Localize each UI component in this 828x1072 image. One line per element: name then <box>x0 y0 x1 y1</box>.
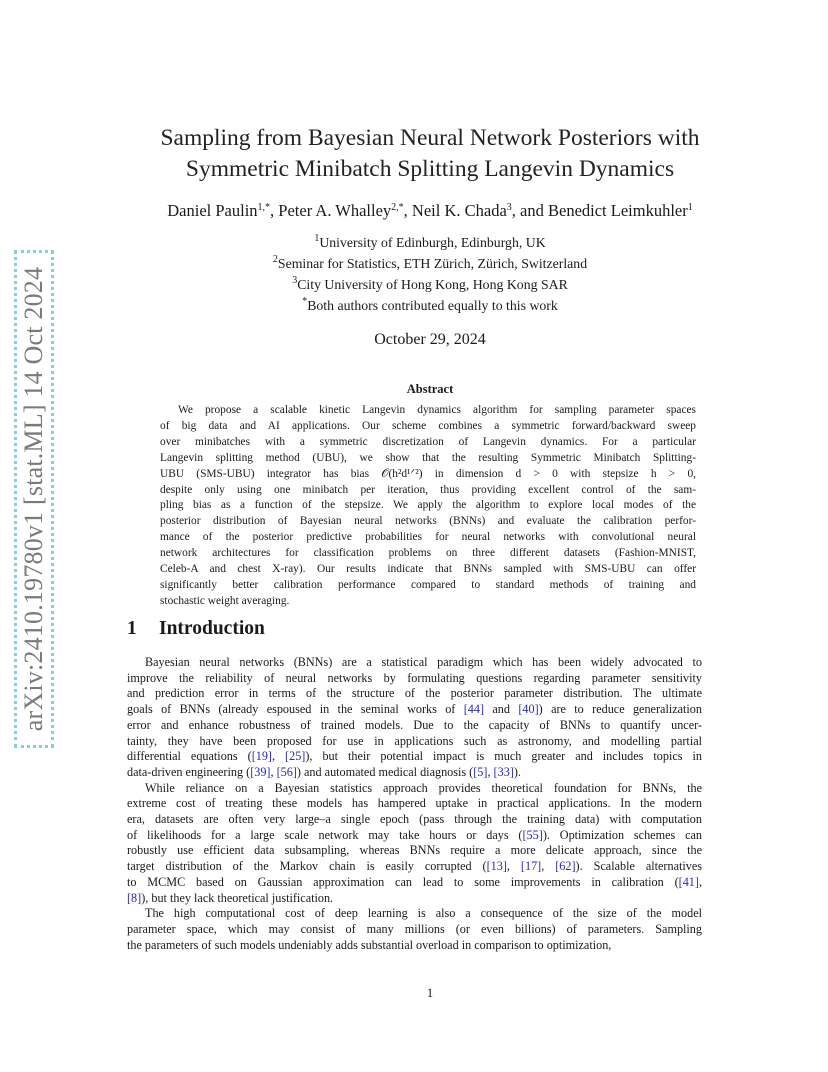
body-text-run: While reliance on a Bayesian statistics approach provides theoretical foundation for BNNs, the <box>145 780 702 795</box>
affiliation-mark: 1 <box>314 233 320 244</box>
body-text-run: improve the reliability of neural networks by formulating questions regarding parameter sensitivity <box>127 670 702 685</box>
citation-link[interactable]: [5] <box>473 764 488 779</box>
citation-link[interactable]: [33] <box>493 764 514 779</box>
affiliation-mark: 2 <box>272 254 278 265</box>
author-name: Benedict Leimkuhler <box>547 201 688 220</box>
body-text-run: ), but their potential impact is much greater and includes topics in <box>305 749 703 764</box>
citation-link[interactable]: [55] <box>522 827 543 842</box>
body-text-run: goals of BNNs (already espoused in the seminal works of <box>127 702 464 717</box>
body-text-run: tainty, they have been proposed for use in applications such as astronomy, and modelling partial <box>127 733 702 748</box>
author-affiliation-mark: 2,* <box>391 202 404 213</box>
paragraph-line <box>127 938 702 954</box>
paragraph-line <box>127 812 702 828</box>
body-text-run: the parameters of such models undeniably adds substantial overload in comparison to optimization, <box>127 937 612 952</box>
affiliation-text: City University of Hong Kong, Hong Kong SAR <box>297 277 568 292</box>
author-separator: , <box>270 201 279 220</box>
paragraph-line <box>127 796 702 812</box>
citation-link[interactable]: [40] <box>518 702 539 717</box>
body-text-run: ). <box>513 764 521 779</box>
paragraph-line <box>127 843 702 859</box>
paragraph-line <box>127 828 702 844</box>
abstract-line: significantly better calibration performance compared to standard methods of training and <box>160 578 696 591</box>
citation-link[interactable]: [39] <box>250 764 271 779</box>
abstract-line: mance of the posterior predictive probabilities for neural networks with convolutional neural <box>160 531 696 544</box>
author-affiliation-mark: 3 <box>506 202 512 213</box>
abstract-line: posterior distribution of Bayesian neural networks (BNNs) and evaluate the calibration perfor- <box>160 515 696 528</box>
body-text-run: , <box>506 859 521 874</box>
section-title: Introduction <box>159 618 265 639</box>
affiliation-text: Both authors contributed equally to this work <box>307 298 558 313</box>
citation-link[interactable]: [17] <box>520 859 542 874</box>
paragraph-line <box>127 734 702 750</box>
body-text-run: era, datasets are often very large–a single epoch (pass through the training data) with computation <box>127 812 702 827</box>
citation-link[interactable]: [41] <box>678 874 699 889</box>
body-text-run: The high computational cost of deep learning is also a consequence of the size of the model <box>145 906 702 921</box>
abstract-line: Langevin splitting method (UBU), we show that the resulting Symmetric Minibatch Splitting- <box>160 451 696 464</box>
author-affiliation-mark: 1,* <box>257 202 271 213</box>
paragraph-line <box>127 875 702 891</box>
abstract-line: of big data and AI applications. Our scheme combines a symmetric forward/backward sweep <box>160 419 696 432</box>
affiliation-line <box>100 232 760 253</box>
body-text-run: , <box>487 764 494 779</box>
title-line-2: Symmetric Minibatch Splitting Langevin Dynamics <box>185 156 675 182</box>
citation-link[interactable]: [13] <box>486 859 507 874</box>
arxiv-identifier-text: arXiv:2410.19780v1 [stat.ML] 14 Oct 2024 <box>19 266 49 732</box>
author-separator: , and <box>511 201 548 220</box>
body-text-run: , <box>272 749 286 764</box>
body-text-run: parameter space, which may consist of many millions (or even billions) of parameters. Sampling <box>127 921 702 936</box>
paragraph-line <box>127 781 702 797</box>
paragraph-line <box>127 671 702 687</box>
paragraph-line <box>127 859 702 875</box>
page-number: 1 <box>426 986 434 1000</box>
section-heading <box>127 618 265 640</box>
body-text-run: data-driven engineering ( <box>127 764 251 779</box>
body-text-run: to MCMC based on Gaussian approximation can lead to some improvements in calibration ( <box>127 874 679 889</box>
abstract-line: Celeb-A and chest X-ray). Our results indicate that BNNs sampled with SMS-UBU can offer <box>160 563 696 576</box>
body-text-run: ) are to reduce generalization <box>538 702 702 717</box>
publication-date: October 29, 2024 <box>374 331 486 348</box>
affiliation-text: University of Edinburgh, Edinburgh, UK <box>319 235 546 250</box>
paragraph-line <box>127 686 702 702</box>
body-text-run: robustly use efficient data subsampling, whereas BNNs require a more delicate approach, since the <box>127 843 702 858</box>
affiliation-mark: 3 <box>292 275 298 286</box>
title-line-1: Sampling from Bayesian Neural Network Posteriors with <box>160 125 700 151</box>
paper-title <box>100 123 760 185</box>
body-text-run: ), but they lack theoretical justification. <box>141 890 334 905</box>
affiliation-line <box>100 295 760 316</box>
affiliation-list <box>100 232 760 316</box>
body-text-run: ). Optimization schemes can <box>542 827 702 842</box>
citation-link[interactable]: [44] <box>463 702 485 717</box>
body-text-run: error and enhance robustness of trained models. Due to the capacity of BNNs to quantify uncer- <box>127 717 702 732</box>
paragraph-line <box>127 906 702 922</box>
paragraph-line <box>127 718 702 734</box>
citation-link[interactable]: [19] <box>251 749 272 764</box>
author-list <box>100 201 760 221</box>
introduction-body <box>127 655 702 953</box>
citation-link[interactable]: [56] <box>276 764 297 779</box>
author-name: Peter A. Whalley <box>278 201 392 220</box>
affiliation-mark: * <box>302 296 308 307</box>
abstract-body <box>160 403 696 610</box>
abstract-line: network architectures for classification problems on three different datasets (Fashion-MNIST, <box>160 547 696 560</box>
body-text-run: , <box>698 874 702 889</box>
body-text-run: ) and automated medical diagnosis ( <box>296 764 474 779</box>
abstract-line: stochastic weight averaging. <box>160 594 290 607</box>
abstract-line: UBU (SMS-UBU) integrator has bias 𝒪(h²d¹ᐟ²) in dimension d > 0 with stepsize h > 0, <box>160 467 696 480</box>
arxiv-identifier-stamp <box>14 250 54 748</box>
body-text-run: and <box>484 702 519 717</box>
citation-link[interactable]: [62] <box>555 859 576 874</box>
author-name: Daniel Paulin <box>167 201 258 220</box>
author-name: Neil K. Chada <box>411 201 507 220</box>
body-text-run: target distribution of the Markov chain is easily corrupted ( <box>127 859 487 874</box>
body-text-run: differential equations ( <box>127 749 252 764</box>
body-text-run: , <box>270 764 277 779</box>
paragraph-line <box>127 702 702 718</box>
abstract-line: over minibatches with a symmetric discretization of Langevin dynamics. For a particular <box>160 435 696 448</box>
body-text-run: and prediction error in terms of the structure of the posterior parameter distribution. The ultimate <box>127 686 702 701</box>
abstract-line: despite only using one minibatch per iteration, thus providing excellent control of the sam- <box>160 483 696 496</box>
paragraph-line <box>127 749 702 765</box>
paragraph-line <box>127 765 702 781</box>
body-text-run: ). Scalable alternatives <box>575 859 703 874</box>
body-text-run: extreme cost of treating these models has hampered uptake in practical applications. In the modern <box>127 796 702 811</box>
abstract-line: We propose a scalable kinetic Langevin dynamics algorithm for sampling parameter spaces <box>178 404 696 416</box>
abstract-line: pling bias as a function of the stepsize. We apply the algorithm to explore local modes of the <box>160 499 696 512</box>
body-text-run: of likelihoods for a large scale network may take hours or days ( <box>127 827 523 842</box>
paragraph-line <box>127 922 702 938</box>
author-separator: , <box>403 201 412 220</box>
citation-link[interactable]: [25] <box>285 749 306 764</box>
paragraph-line <box>127 891 702 907</box>
affiliation-line <box>100 274 760 295</box>
author-affiliation-mark: 1 <box>687 202 693 213</box>
section-number: 1 <box>127 618 137 639</box>
affiliation-text: Seminar for Statistics, ETH Zürich, Zürich, Switzerland <box>277 256 588 271</box>
body-text-run: Bayesian neural networks (BNNs) are a statistical paradigm which has been widely advocated to <box>145 655 702 669</box>
citation-link[interactable]: [8] <box>127 890 142 905</box>
paragraph-line <box>127 655 702 671</box>
abstract-heading: Abstract <box>406 382 454 396</box>
affiliation-line <box>100 253 760 274</box>
body-text-run: , <box>541 859 556 874</box>
